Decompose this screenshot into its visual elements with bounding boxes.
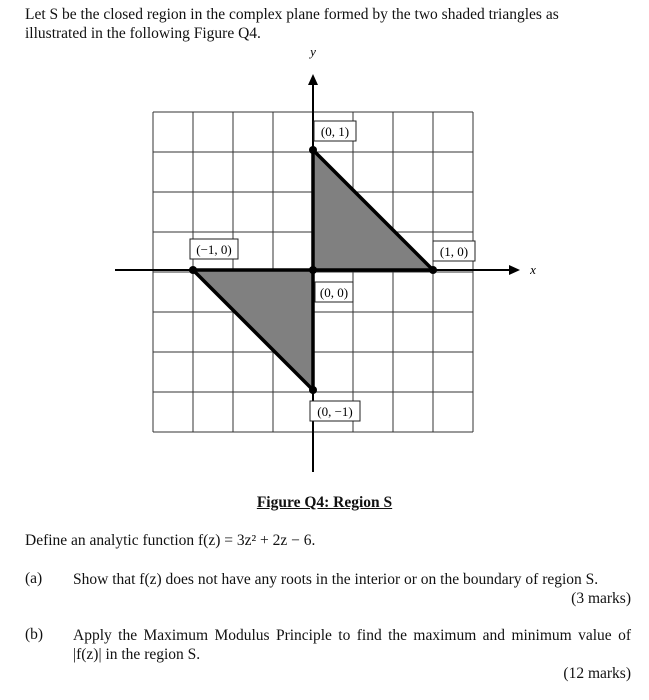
label-origin-text: (0, 0) bbox=[319, 285, 349, 300]
label-left-text: (−1, 0) bbox=[196, 242, 232, 257]
question-a-text: Show that f(z) does not have any roots in the interior or on the boundary of region S. bbox=[73, 571, 599, 588]
label-bottom-point bbox=[310, 401, 360, 421]
vertex-bottom bbox=[309, 386, 317, 394]
label-right-text: (1, 0) bbox=[439, 244, 469, 259]
label-bottom-text: (0, −1) bbox=[317, 404, 353, 419]
y-axis-label: y bbox=[310, 44, 316, 59]
question-a-label: (a) bbox=[25, 570, 43, 587]
vertex-top bbox=[309, 146, 317, 154]
question-b-text: Apply the Maximum Modulus Principle to find the maximum and minimum value of |f(z)| in the region S. bbox=[73, 627, 631, 663]
intro-line-2: illustrated in the following Figure Q4. bbox=[25, 25, 261, 42]
label-right-point bbox=[433, 241, 475, 261]
intro-line-1: Let S be the closed region in the complex plane formed by the two shaded triangles as bbox=[25, 6, 559, 23]
label-top-point bbox=[314, 121, 356, 141]
vertex-right bbox=[429, 266, 437, 274]
question-b-label: (b) bbox=[25, 626, 44, 643]
x-axis-arrow bbox=[509, 265, 520, 275]
vertex-left bbox=[189, 266, 197, 274]
label-origin-point bbox=[315, 282, 353, 302]
label-top-text: (0, 1) bbox=[320, 124, 350, 139]
y-axis-arrow bbox=[308, 74, 318, 85]
function-definition: Define an analytic function f(z) = 3z² + 2z − 6. bbox=[25, 532, 316, 549]
label-left-point bbox=[190, 239, 238, 259]
question-b-marks: (12 marks) bbox=[563, 665, 631, 682]
question-a-marks: (3 marks) bbox=[571, 590, 631, 607]
x-axis-label: x bbox=[530, 262, 536, 277]
figure-caption: Figure Q4: Region S bbox=[256, 494, 393, 511]
vertex-origin bbox=[309, 266, 317, 274]
